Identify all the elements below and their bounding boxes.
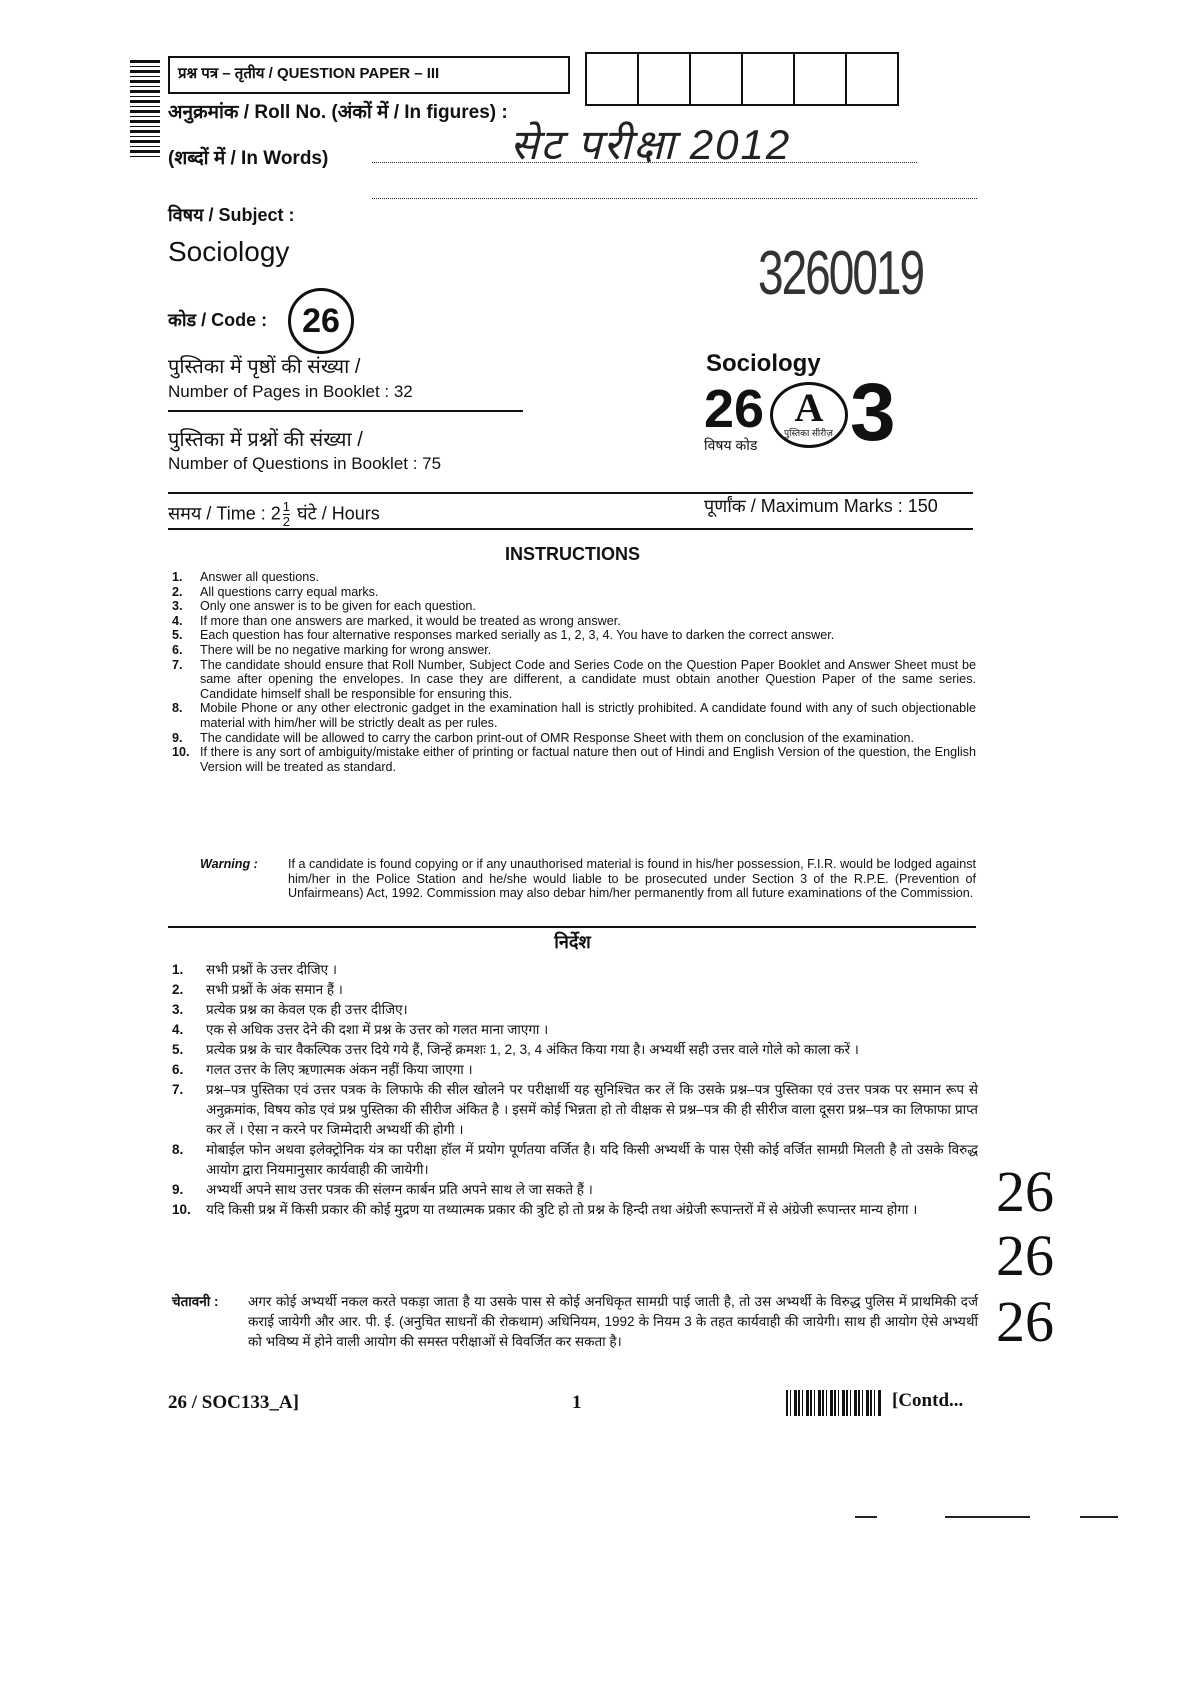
footer-paper-code: 26 / SOC133_A] <box>168 1392 299 1413</box>
instruction-item-number: 5. <box>172 628 183 643</box>
instruction-item <box>168 614 976 629</box>
side-barcode <box>130 60 160 160</box>
instruction-item-number: 2. <box>172 584 183 599</box>
time-label <box>168 500 380 529</box>
question-paper-label: प्रश्न पत्र – तृतीय / QUESTION PAPER – III <box>178 65 440 82</box>
hindi-instruction-item <box>168 1180 978 1200</box>
roll-number-label: अनुक्रमांक / Roll No. (अंकों में / In figures) : <box>168 102 508 123</box>
instruction-item-text: Mobile Phone or any other electronic gadget in the examination hall is strictly prohibited. A candidate found with any of such objectionable material with him/her will be strictly dealt as per rules. <box>200 701 976 730</box>
instruction-item-number: 4. <box>172 613 183 628</box>
instruction-item-text: Only one answer is to be given for each question. <box>200 599 476 614</box>
divider <box>168 410 523 412</box>
hindi-instructions-list <box>168 960 978 1220</box>
scan-mark <box>945 1516 1030 1518</box>
divider <box>168 528 973 530</box>
hindi-instruction-item-text: प्रत्येक प्रश्न के चार वैकल्पिक उत्तर दिये गये हैं, जिन्हें क्रमशः 1, 2, 3, 4 अंकित किया गया है। अभ्यर्थी सही उत्तर वाले गोले को काला करें । <box>206 1042 859 1057</box>
instruction-item <box>168 745 976 774</box>
instruction-item <box>168 701 976 730</box>
footer-barcode <box>786 1390 882 1416</box>
hindi-instruction-item-text: प्रश्न–पत्र पुस्तिका एवं उत्तर पत्रक के लिफाफे की सील खोलने पर परीक्षार्थी यह सुनिश्चित कर लें कि उसके प्रश्न–पत्र पुस्तिका एवं उत्तर पत्रक पर समान रूप से अनुक्रमांक, विषय कोड एवं प्रश्न पुस्तिका की सीरीज अंकित है । इसमें कोई भिन्नता हो तो वीक्षक से प्रश्न–पत्र की ही सीरीज वाला दूसरा प्रश्न–पत्र का लिफाफा प्राप्त कर लें । ऐसा न करने पर जिम्मेदारी अभ्यर्थी की होगी । <box>206 1082 978 1137</box>
instruction-item-text: If more than one answers are marked, it would be treated as wrong answer. <box>200 613 621 628</box>
scan-mark <box>1080 1516 1118 1518</box>
questions-label-english: Number of Questions in Booklet : 75 <box>168 454 442 473</box>
hindi-instruction-item-text: अभ्यर्थी अपने साथ उत्तर पत्रक की संलग्न कार्बन प्रति अपने साथ ले जा सकते हैं । <box>206 1182 593 1197</box>
roll-digit-box[interactable] <box>795 54 847 104</box>
hindi-instruction-item-text: सभी प्रश्नों के अंक समान हैं । <box>206 982 343 997</box>
hindi-instruction-item-text: प्रत्येक प्रश्न का केवल एक ही उत्तर दीजिए। <box>206 1002 408 1017</box>
roll-number-grid[interactable] <box>585 52 899 106</box>
hindi-instruction-item-number: 1. <box>172 962 184 977</box>
questions-label-hindi: पुस्तिका में प्रश्नों की संख्या / <box>168 429 363 451</box>
scan-mark <box>855 1516 877 1518</box>
footer-continued: [Contd... <box>892 1390 964 1411</box>
instruction-item <box>168 658 976 702</box>
instruction-item-number: 8. <box>172 701 183 716</box>
divider <box>168 926 976 928</box>
badge-series-letter: A <box>794 385 824 430</box>
hindi-instruction-item <box>168 1200 978 1220</box>
warning-label: Warning : <box>200 857 258 871</box>
hindi-instruction-item-number: 10. <box>172 1202 191 1217</box>
hindi-instruction-item <box>168 1040 978 1060</box>
side-code-mark: 26 <box>996 1223 1054 1288</box>
instruction-item-text: Answer all questions. <box>200 570 320 584</box>
instruction-item-text: The candidate should ensure that Roll Number, Subject Code and Series Code on the Question Paper Booklet and Answer Sheet must be same after opening the envelopes. In case they are different, a candidate must obtain another Question Paper of the same series. Candidate himself shall be responsible for ensuring this. <box>200 657 976 701</box>
time-fraction-denominator: 2 <box>282 514 290 529</box>
warning-english <box>200 857 976 901</box>
hindi-instruction-item <box>168 1000 978 1020</box>
roll-digit-box[interactable] <box>587 54 639 104</box>
roll-digit-box[interactable] <box>743 54 795 104</box>
hindi-instruction-item-number: 8. <box>172 1142 184 1157</box>
warning-hindi-label: चेतावनी : <box>172 1294 219 1309</box>
roll-digit-box[interactable] <box>847 54 897 104</box>
side-code-mark: 26 <box>996 1159 1054 1224</box>
booklet-stamp-number: 3260019 <box>758 237 924 308</box>
pages-label-english: Number of Pages in Booklet : 32 <box>168 382 413 401</box>
instruction-item <box>168 731 976 746</box>
in-words-label: (शब्दों में / In Words) <box>168 148 329 169</box>
pages-label-hindi: पुस्तिका में पृष्ठों की संख्या / <box>168 356 361 378</box>
code-label: कोड / Code : <box>168 310 268 330</box>
instruction-item <box>168 643 976 658</box>
subject-value: Sociology <box>168 236 290 267</box>
in-words-field-line2[interactable] <box>372 198 977 199</box>
footer-page-number: 1 <box>572 1392 582 1413</box>
badge-paper-number: 3 <box>850 367 896 458</box>
hindi-instruction-item-text: गलत उत्तर के लिए ऋणात्मक अंकन नहीं किया जाएगा । <box>206 1062 473 1077</box>
instructions-title: INSTRUCTIONS <box>505 544 640 564</box>
instruction-item <box>168 585 976 600</box>
hindi-instruction-item <box>168 1020 978 1040</box>
instruction-item-text: All questions carry equal marks. <box>200 584 379 599</box>
hindi-instruction-item <box>168 980 978 1000</box>
maximum-marks-label: पूर्णांक / Maximum Marks : 150 <box>704 496 938 516</box>
instruction-item-number: 1. <box>172 570 183 584</box>
warning-hindi-text: अगर कोई अभ्यर्थी नकल करते पकड़ा जाता है या उसके पास से कोई अनधिकृत सामग्री पाई जाती है, तो उस अभ्यर्थी के विरुद्ध पुलिस में प्राथमिकी दर्ज कराई जायेगी और आर. पी. ई. (अनुचित साधनों की रोकथाम) अधिनियम, 1992 के नियम 3 के तहत कार्यवाही की जायेगी। साथ ही आयोग ऐसे अभ्यर्थी को भविष्य में होने वाली आयोग की समस्त परीक्षाओं से विवर्जित कर सकता है। <box>248 1294 978 1349</box>
badge-subject-code: 26 <box>704 379 765 439</box>
hindi-instruction-item <box>168 960 978 980</box>
instruction-item-text: The candidate will be allowed to carry the carbon print-out of OMR Response Sheet with them on conclusion of the examination. <box>200 730 915 745</box>
warning-text: If a candidate is found copying or if any unauthorised material is found in his/her possession, F.I.R. would be lodged against him/her in the Police Station and he/she would liable to be prosecuted under Section 3 of the R.P.E. (Prevention of Unfairmeans) Act, 1992. Commission may also debar him/her permanently from all future examinations of the Commission. <box>288 857 976 901</box>
instruction-item-text: If there is any sort of ambiguity/mistake either of printing or factual nature then out of Hindi and English Version of the question, the English Version will be treated as standard. <box>200 745 976 774</box>
hindi-instruction-item-text: एक से अधिक उत्तर देने की दशा में प्रश्न के उत्तर को गलत माना जाएगा । <box>206 1022 549 1037</box>
roll-digit-box[interactable] <box>639 54 691 104</box>
instruction-item-text: There will be no negative marking for wrong answer. <box>200 642 492 657</box>
badge-code-caption: विषय कोड <box>704 437 758 453</box>
instruction-item <box>168 599 976 614</box>
instruction-item <box>168 628 976 643</box>
instruction-item-number: 7. <box>172 657 183 672</box>
hindi-instruction-item-number: 9. <box>172 1182 184 1197</box>
hindi-instruction-item <box>168 1080 978 1140</box>
code-value: 26 <box>302 301 340 340</box>
hindi-instruction-item-number: 7. <box>172 1082 184 1097</box>
hindi-instruction-item-number: 6. <box>172 1062 184 1077</box>
code-circle <box>288 288 354 354</box>
time-label-end: घंटे / Hours <box>296 503 380 524</box>
hindi-instructions-title: निर्देश <box>554 932 591 952</box>
instruction-item-text: Each question has four alternative responses marked serially as 1, 2, 3, 4. You have to darken the correct answer. <box>200 628 835 643</box>
hindi-instruction-item-number: 4. <box>172 1022 184 1037</box>
roll-digit-box[interactable] <box>691 54 743 104</box>
time-fraction-numerator: 1 <box>282 499 290 514</box>
instruction-item-number: 6. <box>172 642 183 657</box>
hindi-instruction-item-text: यदि किसी प्रश्न में किसी प्रकार की कोई मुद्रण या तथ्यात्मक प्रकार की त्रुटि हो तो प्रश्न के हिन्दी तथा अंग्रेजी रूपान्तरों में से अंग्रेजी रूपान्तर मान्य होगा । <box>206 1202 918 1217</box>
hindi-instruction-item-number: 2. <box>172 982 184 997</box>
hindi-instruction-item-text: मोबाईल फोन अथवा इलेक्ट्रोनिक यंत्र का परीक्षा हॉल में प्रयोग पूर्णतया वर्जित है। यदि किसी अभ्यर्थी के पास ऐसी कोई वर्जित सामग्री मिलती है तो उसके विरुद्ध आयोग द्वारा नियमानुसार कार्यवाही की जायेगी। <box>206 1142 978 1177</box>
instruction-item-number: 9. <box>172 730 183 745</box>
hindi-instruction-item <box>168 1060 978 1080</box>
time-label-start: समय / Time : 2 <box>168 503 281 524</box>
time-fraction <box>283 500 290 529</box>
side-code-mark: 26 <box>996 1289 1054 1354</box>
subject-label: विषय / Subject : <box>168 205 295 225</box>
hindi-instruction-item <box>168 1140 978 1180</box>
hindi-instruction-item-number: 3. <box>172 1002 184 1017</box>
hindi-instruction-item-text: सभी प्रश्नों के उत्तर दीजिए । <box>206 962 337 977</box>
instruction-item-number: 10. <box>172 745 190 760</box>
instruction-item-number: 3. <box>172 599 183 614</box>
warning-hindi <box>172 1292 978 1352</box>
instructions-list <box>168 570 976 774</box>
badge-series-caption: पुस्तिका सीरीज़ <box>784 428 833 438</box>
hindi-instruction-item-number: 5. <box>172 1042 184 1057</box>
badge-subject: Sociology <box>706 350 821 377</box>
handwritten-entry: सेट परीक्षा 2012 <box>510 121 792 168</box>
instruction-item <box>168 570 976 585</box>
